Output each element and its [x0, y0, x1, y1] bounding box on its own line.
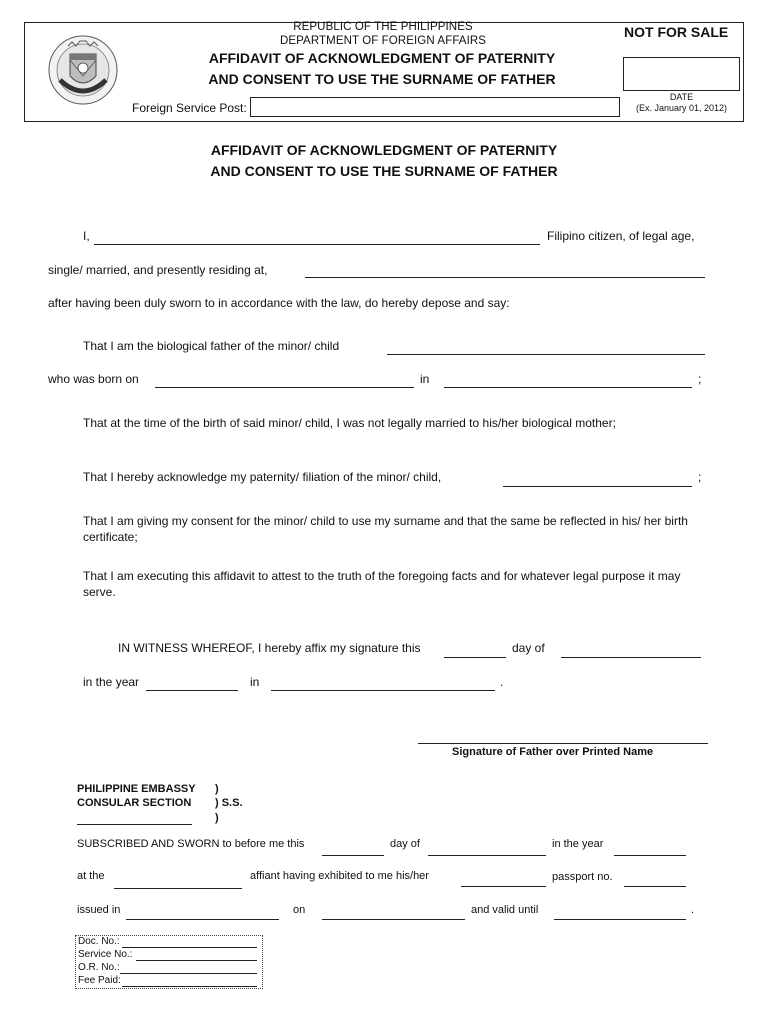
- witness-text: IN WITNESS WHEREOF, I hereby affix my signature this: [118, 641, 421, 655]
- republic-text: REPUBLIC OF THE PHILIPPINES: [293, 21, 473, 33]
- semicolon-1: ;: [698, 372, 702, 386]
- doc-no-label: Doc. No.:: [78, 936, 120, 947]
- witness-place-field[interactable]: [271, 690, 495, 691]
- ss-label: ) S.S.: [215, 797, 243, 809]
- service-no-label: Service No.:: [78, 949, 133, 960]
- philippine-seal-icon: [46, 32, 120, 108]
- sworn-day-field[interactable]: [322, 855, 384, 856]
- sworn-year-field[interactable]: [614, 855, 686, 856]
- period-1: .: [500, 675, 504, 689]
- document-title-line1: AFFIDAVIT OF ACKNOWLEDGMENT OF PATERNITY: [210, 142, 558, 158]
- affiant-name-field[interactable]: [94, 244, 540, 245]
- valid-until-field[interactable]: [554, 919, 686, 920]
- header-title-line2: AND CONSENT TO USE THE SURNAME OF FATHER: [208, 71, 556, 87]
- document-title-line2: AND CONSENT TO USE THE SURNAME OF FATHER: [210, 163, 558, 179]
- signature-label: Signature of Father over Printed Name: [452, 746, 654, 758]
- sworn-place-field[interactable]: [114, 888, 242, 889]
- sworn-day-of-text: day of: [390, 838, 420, 850]
- birth-place-field[interactable]: [444, 387, 692, 388]
- semicolon-2: ;: [698, 470, 702, 484]
- in-the-year-text: in the year: [83, 675, 140, 689]
- acknowledged-child-field[interactable]: [503, 486, 692, 487]
- paren-1: ): [215, 783, 219, 795]
- child-name-field[interactable]: [387, 354, 705, 355]
- not-for-sale-label: NOT FOR SALE: [624, 24, 729, 40]
- period-2: .: [691, 904, 695, 916]
- doc-no-field[interactable]: [122, 947, 257, 948]
- i-label: I,: [83, 229, 90, 243]
- issued-in-field[interactable]: [126, 919, 279, 920]
- issued-in-text: issued in: [77, 904, 121, 916]
- paren-2: ): [215, 812, 219, 824]
- residing-text: single/ married, and presently residing at,: [48, 263, 268, 277]
- sworn-text: after having been duly sworn to in accordance with the law, do hereby depose and say:: [48, 296, 510, 310]
- executing-text: That I am executing this affidavit to attest to the truth of the foregoing facts and for whatever legal purpose it may serve.: [83, 569, 681, 599]
- born-on-text: who was born on: [48, 372, 139, 386]
- date-example: (Ex. January 01, 2012): [635, 103, 728, 113]
- fee-paid-field[interactable]: [122, 986, 257, 987]
- header-title-line1: AFFIDAVIT OF ACKNOWLEDGMENT OF PATERNITY: [208, 50, 556, 66]
- witness-day-field[interactable]: [444, 657, 506, 658]
- department-text: DEPARTMENT OF FOREIGN AFFAIRS: [279, 35, 487, 47]
- witness-in-text: in: [250, 675, 260, 689]
- issued-on-field[interactable]: [322, 919, 465, 920]
- passport-number-field[interactable]: [624, 886, 686, 887]
- at-the-text: at the: [77, 870, 105, 882]
- father-signature-field[interactable]: [418, 743, 708, 744]
- date-label: DATE: [669, 92, 694, 102]
- foreign-service-post-label: Foreign Service Post:: [132, 101, 247, 115]
- consular-location-field[interactable]: [77, 824, 192, 825]
- foreign-service-post-field[interactable]: [250, 97, 620, 117]
- on-text: on: [293, 904, 306, 916]
- consular-section-label: CONSULAR SECTION: [77, 797, 192, 809]
- affiant-text: affiant having exhibited to me his/her: [250, 870, 429, 882]
- born-in-text: in: [420, 372, 430, 386]
- or-no-field[interactable]: [120, 973, 257, 974]
- subscribed-text: SUBSCRIBED AND SWORN to before me this: [77, 838, 305, 850]
- date-field[interactable]: [623, 57, 740, 91]
- citizen-text: Filipino citizen, of legal age,: [547, 229, 695, 243]
- valid-until-text: and valid until: [471, 904, 539, 916]
- witness-day-of-text: day of: [512, 641, 545, 655]
- sworn-in-the-year-text: in the year: [552, 838, 604, 850]
- service-no-field[interactable]: [136, 960, 257, 961]
- birth-date-field[interactable]: [155, 387, 414, 388]
- witness-month-field[interactable]: [561, 657, 701, 658]
- consent-text: That I am giving my consent for the minor/ child to use my surname and that the same be reflected in his/ her birth certificate;: [83, 514, 688, 544]
- not-married-text: That at the time of the birth of said minor/ child, I was not legally married to his/her biological mother;: [83, 416, 616, 430]
- embassy-label: PHILIPPINE EMBASSY: [77, 783, 196, 795]
- id-type-field[interactable]: [461, 886, 546, 887]
- acknowledge-text: That I hereby acknowledge my paternity/ filiation of the minor/ child,: [83, 470, 442, 484]
- passport-text: passport no.: [552, 871, 613, 883]
- residence-address-field[interactable]: [305, 277, 705, 278]
- father-text: That I am the biological father of the minor/ child: [83, 339, 340, 353]
- or-no-label: O.R. No.:: [78, 962, 120, 973]
- witness-year-field[interactable]: [146, 690, 238, 691]
- fee-paid-label: Fee Paid:: [78, 975, 121, 986]
- sworn-month-field[interactable]: [428, 855, 546, 856]
